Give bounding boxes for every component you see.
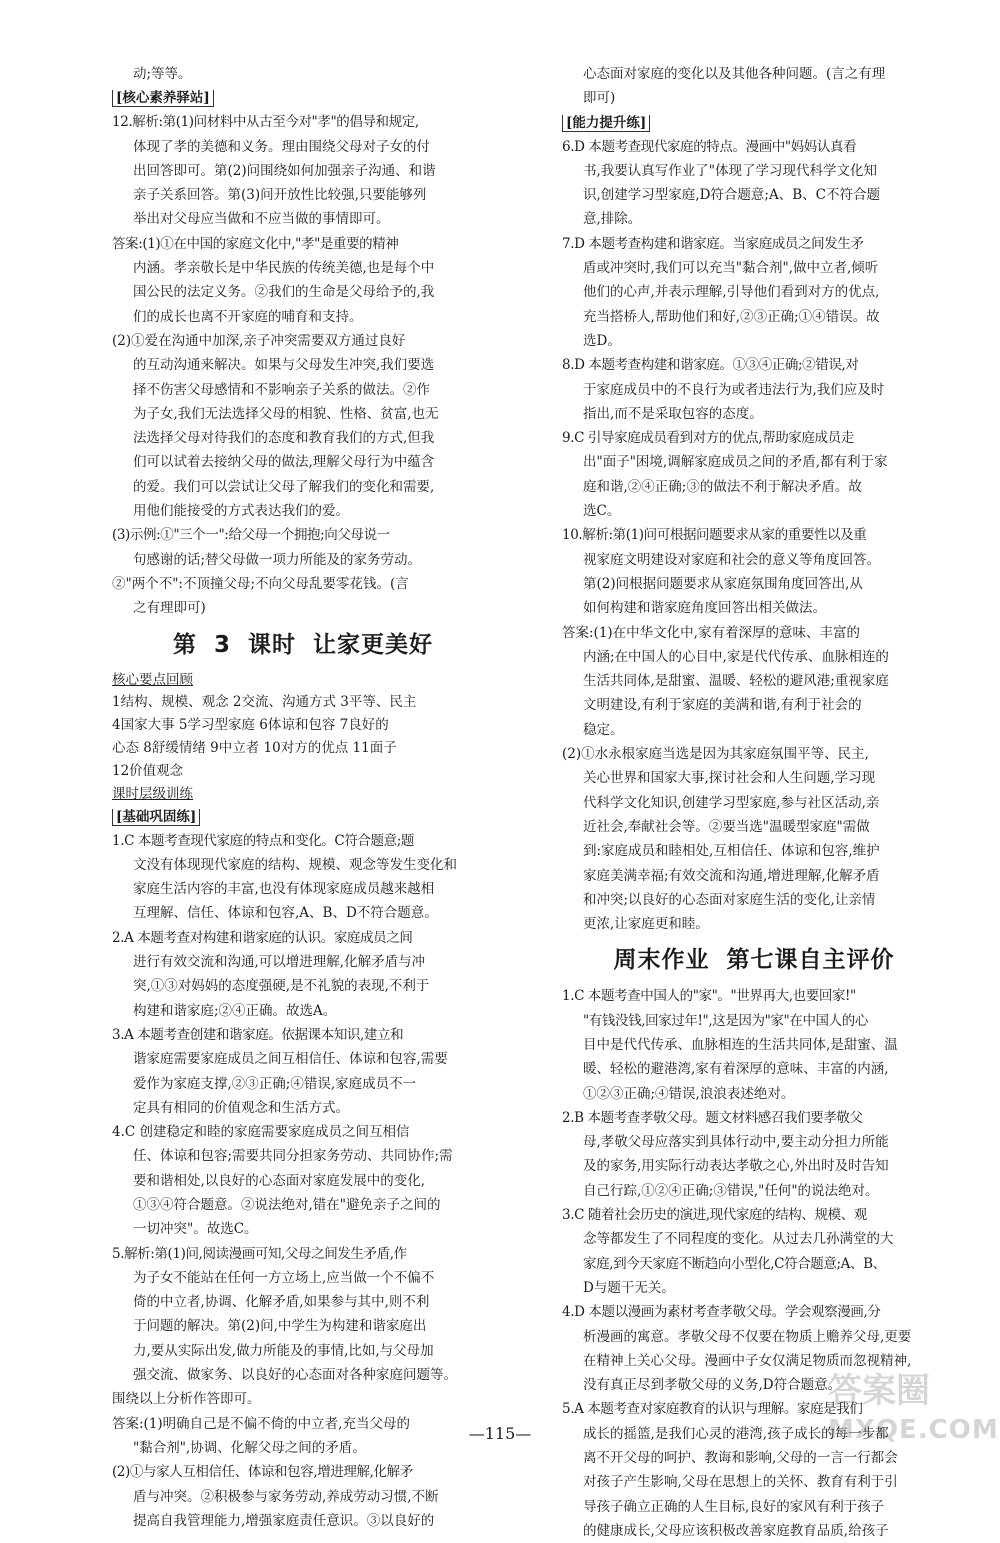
text-line: 2.B 本题考查孝敬父母。题文材料感召我们要孝敬父 xyxy=(562,1109,863,1126)
text-line: 举出对父母应当做和不应当做的事情即可。 xyxy=(133,211,390,228)
text-line: 为子女不能站在任何一方立场上,应当做一个不偏不 xyxy=(133,1269,435,1286)
text-line: 庭和谐,②④正确;③的做法不利于解决矛盾。故 xyxy=(583,478,862,495)
text-line: 互理解、信任、体谅和包容,A、B、D不符合题意。 xyxy=(133,905,438,922)
text-line: (3)示例:①"三个一":给父母一个拥抱;向父母说一 xyxy=(112,527,390,544)
text-line: 出回答即可。第(2)问围绕如何加强亲子沟通、和谐 xyxy=(133,162,436,179)
text-line: 谐家庭需要家庭成员之间互相信任、体谅和包容,需要 xyxy=(133,1051,448,1068)
text-line: 心态 8舒缓情绪 9中立者 10对方的优点 11面子 xyxy=(112,739,397,756)
text-line: 在精神上关心父母。漫画中子女仅满足物质而忽视精神, xyxy=(583,1352,912,1369)
text-line: 构建和谐家庭;②④正确。故选A。 xyxy=(133,1002,337,1019)
text-line: 对孩子产生影响,父母在思想上的关怀、教育有利于引 xyxy=(583,1474,898,1491)
text-line: "有钱没钱,回家过年!",这是因为"家"在中国人的心 xyxy=(583,1012,868,1029)
text-line: 关心世界和国家大事,探讨社会和人生问题,学习现 xyxy=(583,770,876,787)
text-line: 家庭美满幸福;有效交流和沟通,增进理解,化解矛盾 xyxy=(583,867,880,884)
text-line: 4.D 本题以漫画为素材考查孝敬父母。学会观察漫画,分 xyxy=(562,1304,881,1321)
question-12-block xyxy=(112,110,494,620)
text-line: 突,①③对妈妈的态度强硬,是不礼貌的表现,不利于 xyxy=(133,978,430,995)
text-line: 成长的摇篮,是我们心灵的港湾,孩子成长的每一步都 xyxy=(583,1425,889,1442)
text-line: 10.解析:第(1)问可根据问题要求从家的重要性以及重 xyxy=(562,527,867,544)
text-line: 8.D 本题考查构建和谐家庭。①③④正确;②错误,对 xyxy=(562,357,859,374)
text-line: 于问题的解决。第(2)问,中学生为构建和谐家庭出 xyxy=(133,1318,427,1335)
text-line: 1.C 本题考查现代家庭的特点和变化。C符合题意;题 xyxy=(112,832,414,849)
text-line: 为子女,我们无法选择父母的相貌、性格、贫富,也无 xyxy=(133,405,439,422)
text-line: 答案:(1)在中华文化中,家有着深厚的意味、丰富的 xyxy=(562,624,860,641)
text-line: 用他们能接受的方式表达我们的爱。 xyxy=(133,503,349,520)
text-line: 6.D 本题考查现代家庭的特点。漫画中"妈妈认真看 xyxy=(562,138,857,155)
text-line: 盾或冲突时,我们可以充当"黏合剂",做中立者,倾听 xyxy=(583,260,879,277)
text-line: 离不开父母的呵护、教诲和影响,父母的一言一行都会 xyxy=(583,1450,898,1467)
text-line: "黏合剂",协调、化解父母之间的矛盾。 xyxy=(133,1439,366,1456)
text-line: 一切冲突"。故选C。 xyxy=(133,1221,258,1238)
text-line: 9.C 引导家庭成员看到对方的优点,帮助家庭成员走 xyxy=(562,430,854,447)
text-line: 如何构建和谐家庭角度回答出相关做法。 xyxy=(583,600,826,617)
text-line: 择不伤害父母感情和不影响亲子关系的做法。②作 xyxy=(133,381,430,398)
text-line: 内涵;在中国人的心目中,家是代代传承、血脉相连的 xyxy=(583,648,889,665)
text-line: 国公民的法定义务。②我们的生命是父母给予的,我 xyxy=(133,284,435,301)
right-column xyxy=(562,62,946,1543)
text-line: (2)①爱在沟通中加深,亲子冲突需要双方通过良好 xyxy=(112,332,406,349)
text-line: 力,要从实际出发,做力所能及的事情,比如,与父母加 xyxy=(133,1342,434,1359)
text-line: 强交流、做家务、以良好的心态面对各种家庭问题等。 xyxy=(133,1367,457,1384)
text-line: 充当搭桥人,帮助他们和好,②③正确;①④错误。故 xyxy=(583,308,880,325)
text-line: (2)①与家人互相信任、体谅和包容,增进理解,化解矛 xyxy=(112,1464,413,1481)
text-line: ①②③正确;④错误,浪浪表述绝对。 xyxy=(583,1085,795,1102)
text-line: 体现了孝的美德和义务。理由围绕父母对子女的付 xyxy=(133,138,430,155)
text-line: 亲子关系回答。第(3)问开放性比较强,只要能够列 xyxy=(133,187,427,204)
text-line: 5.A 本题考查对家庭教育的认识与理解。家庭是我们 xyxy=(562,1401,863,1418)
text-line: 们的成长也离不开家庭的哺育和支持。 xyxy=(133,308,363,325)
basic-practice-tag: [基础巩固练] xyxy=(112,805,494,829)
text-line: 定具有相同的价值观念和生活方式。 xyxy=(133,1099,349,1116)
text-line: 们可以试着去接纳父母的做法,理解父母行为中蕴含 xyxy=(133,454,435,471)
text-line: 要和谐相处,以良好的心态面对家庭发展中的变化, xyxy=(133,1172,426,1189)
text-line: 12.解析:第(1)问材料中从古至今对"孝"的倡导和规定, xyxy=(112,114,419,131)
text-line: 1结构、规模、观念 2交流、沟通方式 3平等、民主 xyxy=(112,693,417,710)
text-line: 识,创建学习型家庭,D符合题意;A、B、C不符合题 xyxy=(583,187,880,204)
text-line: D与题干无关。 xyxy=(583,1279,675,1296)
text-line: 法选择父母对待我们的态度和教育我们的方式,但我 xyxy=(133,430,435,447)
text-line: 12价值观念 xyxy=(112,762,184,779)
text-line: 文明建设,有利于家庭的美满和谐,有利于社会的 xyxy=(583,697,862,714)
text-line: 5.解析:第(1)问,阅读漫画可知,父母之间发生矛盾,作 xyxy=(112,1245,407,1262)
review-answers xyxy=(112,691,494,783)
weekend-answers xyxy=(562,984,946,1543)
text-line: 代科学文化知识,创建学习型家庭,参与社区活动,亲 xyxy=(583,794,880,811)
text-line: 指出,而不是采取包容的态度。 xyxy=(583,405,763,422)
watermark-text-domain: MXQE.COM xyxy=(828,1415,999,1445)
text-line: 4.C 创建稳定和睦的家庭需要家庭成员之间互相信 xyxy=(112,1124,410,1141)
text-line: 近社会,奉献社会等。②要当选"温暖型家庭"需做 xyxy=(583,818,870,835)
left-top-lines xyxy=(112,62,494,86)
text-line: 意,排除。 xyxy=(583,211,642,228)
section-tiered-training: 课时层级训练 xyxy=(112,785,193,802)
text-line: 视家庭文明建设对家庭和社会的意义等角度回答。 xyxy=(583,551,880,568)
text-line: 他们的心声,并表示理解,引导他们看到对方的优点, xyxy=(583,284,880,301)
text-line: 文没有体现现代家庭的结构、规模、观念等发生变化和 xyxy=(133,856,457,873)
left-column xyxy=(112,62,494,1533)
text-line: 3.C 随着社会历史的演进,现代家庭的结构、规模、观 xyxy=(562,1207,867,1224)
text-line: 心态面对家庭的变化以及其他各种问题。(言之有理 xyxy=(583,66,886,82)
text-line: 目中是代代传承、血脉相连的生活共同体,是甜蜜、温 xyxy=(583,1036,898,1053)
weekend-homework-title: 周末作业 第七课自主评价 xyxy=(613,947,895,974)
text-line: 进行有效交流和沟通,可以增进理解,化解矛盾与冲 xyxy=(133,954,426,971)
text-line: 任、体谅和包容;需要共同分担家务劳动、共同协作;需 xyxy=(133,1148,453,1165)
text-line: 没有真正尽到孝敬父母的义务,D符合题意。 xyxy=(583,1377,842,1394)
text-line: (2)①水永根家庭当选是因为其家庭氛围平等、民主, xyxy=(562,746,869,763)
text-line: 家庭生活内容的丰富,也没有体现家庭成员越来越相 xyxy=(133,881,435,898)
text-line: 稳定。 xyxy=(583,721,624,738)
text-line: 的健康成长,父母应该积极改善家庭教育品质,给孩子 xyxy=(583,1522,889,1539)
lesson-title: 第 3 课时 让家更美好 xyxy=(172,631,434,658)
text-line: 家庭,到今天家庭不断趋向小型化,C符合题意;A、B、 xyxy=(583,1255,886,1272)
right-top-lines xyxy=(562,62,946,111)
text-line: 爱作为家庭支撑,②③正确;④错误,家庭成员不一 xyxy=(133,1075,417,1092)
text-line: 4国家大事 5学习型家庭 6体谅和包容 7良好的 xyxy=(112,716,389,733)
text-line: 生活共同体,是甜蜜、温暖、轻松的避风港;重视家庭 xyxy=(583,673,889,690)
text-line: 倚的中立者,协调、化解矛盾,如果参与其中,则不利 xyxy=(133,1294,430,1311)
site-watermark-logo xyxy=(828,1369,999,1459)
text-line: 出"面子"困境,调解家庭成员之间的矛盾,都有利于家 xyxy=(583,454,888,471)
text-line: 答案:(1)①在中国的家庭文化中,"孝"是重要的精神 xyxy=(112,235,399,252)
ability-improvement-tag: [能力提升练] xyxy=(562,111,946,135)
text-line: 答案:(1)明确自己是不偏不倚的中立者,充当父母的 xyxy=(112,1415,410,1432)
text-line: 之有理即可) xyxy=(133,600,206,617)
text-line: 导孩子确立正确的人生目标,良好的家风有利于孩子 xyxy=(583,1498,885,1515)
text-line: 更浓,让家庭更和睦。 xyxy=(583,916,709,933)
text-line: 自己行踪,①②④正确;③错误,"任何"的说法绝对。 xyxy=(583,1182,879,1199)
text-line: 暖、轻松的避港湾,家有着深厚的意味、丰富的内涵, xyxy=(583,1061,889,1078)
text-line: 到:家庭成员和睦相处,互相信任、体谅和包容,维护 xyxy=(583,843,880,860)
text-line: 围绕以上分析作答即可。 xyxy=(112,1391,261,1408)
text-line: 的爱。我们可以尝试让父母了解我们的变化和需要, xyxy=(133,478,435,495)
text-line: 即可) xyxy=(583,90,616,107)
text-line: ②"两个不":不顶撞父母;不向父母乱要零花钱。(言 xyxy=(112,575,409,592)
text-line: 的互动沟通来解决。如果与父母发生冲突,我们要选 xyxy=(133,357,435,374)
ability-answers xyxy=(562,135,946,937)
core-literacy-tag: [核心素养驿站] xyxy=(112,86,494,110)
text-line: 句感谢的话;替父母做一项力所能及的家务劳动。 xyxy=(133,551,422,568)
text-line: ①③④符合题意。②说法绝对,错在"避免亲子之间的 xyxy=(133,1196,441,1213)
text-line: 选C。 xyxy=(583,503,621,520)
text-line: 及的家务,用实际行动表达孝敬之心,外出时及时告知 xyxy=(583,1158,889,1175)
text-line: 1.C 本题考查中国人的"家"。"世界再大,也要回家!" xyxy=(562,988,856,1005)
text-line: 析漫画的寓意。孝敬父母不仅要在物质上赡养父母,更要 xyxy=(583,1328,912,1345)
text-line: 7.D 本题考查构建和谐家庭。当家庭成员之间发生矛 xyxy=(562,235,864,252)
text-line: 提高自我管理能力,增强家庭责任意识。③以良好的 xyxy=(133,1512,435,1529)
text-line: 内涵。孝亲敬长是中华民族的传统美德,也是每个中 xyxy=(133,260,435,277)
text-line: 2.A 本题考查对构建和谐家庭的认识。家庭成员之间 xyxy=(112,929,413,946)
text-line: 选D。 xyxy=(583,332,621,349)
watermark-text-cn: 答案圈 xyxy=(828,1371,930,1411)
text-line: 动;等等。 xyxy=(133,66,192,82)
text-line: 第(2)问根据问题要求从家庭氛围角度回答出,从 xyxy=(583,575,863,592)
section-key-points-review: 核心要点回顾 xyxy=(112,671,193,688)
page-number: —115— xyxy=(468,1424,532,1443)
text-line: 盾与冲突。②积极参与家务劳动,养成劳动习惯,不断 xyxy=(133,1488,439,1505)
text-line: 和冲突;以良好的心态面对家庭生活的变化,让亲情 xyxy=(583,891,876,908)
text-line: 书,我要认真写作业了"体现了学习现代科学文化知 xyxy=(583,162,878,179)
text-line: 3.A 本题考查创建和谐家庭。依据课本知识,建立和 xyxy=(112,1026,404,1043)
text-line: 母,孝敬父母应落实到具体行动中,要主动分担力所能 xyxy=(583,1134,889,1151)
text-line: 于家庭成员中的不良行为或者违法行为,我们应及时 xyxy=(583,381,885,398)
text-line: 念等都发生了不同程度的变化。从过去几孙满堂的大 xyxy=(583,1231,894,1248)
